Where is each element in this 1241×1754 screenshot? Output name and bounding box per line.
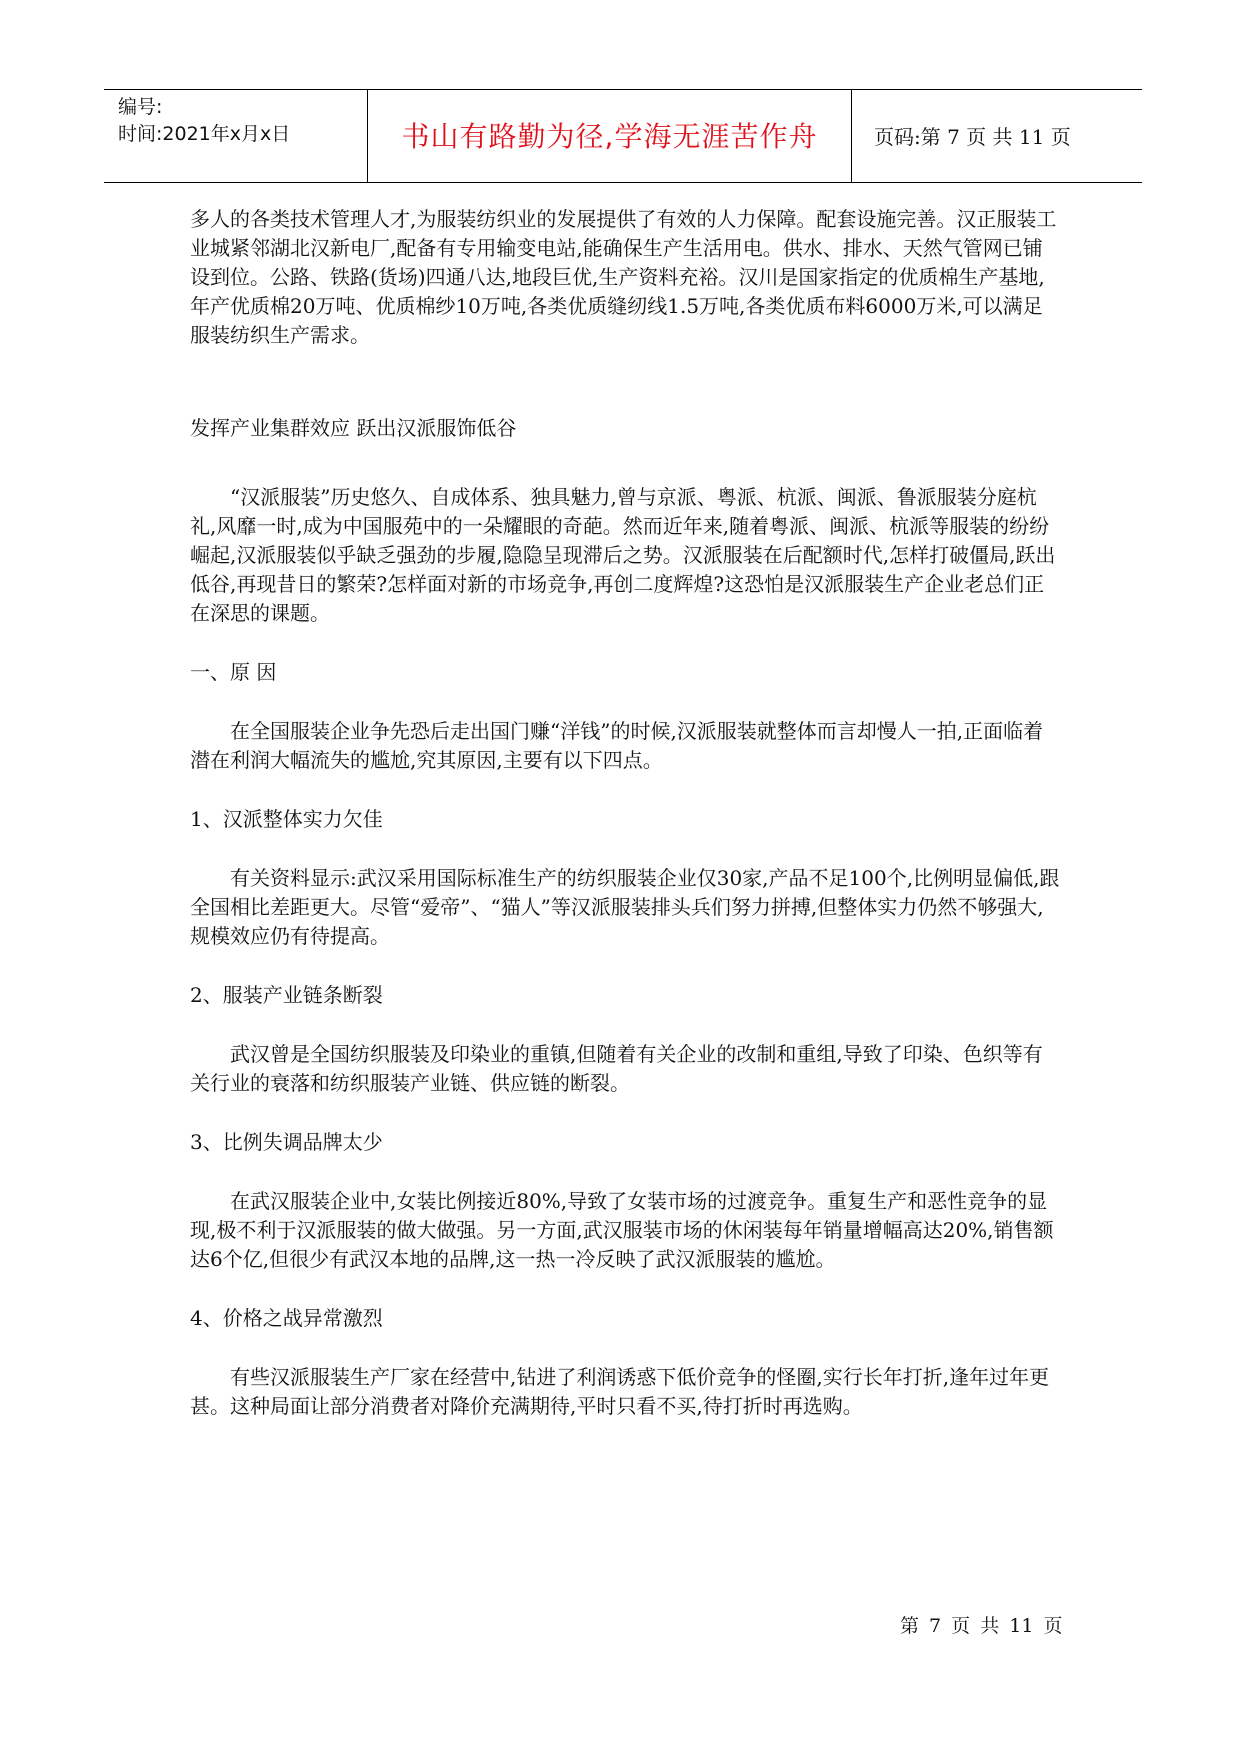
header-meta — [104, 90, 368, 182]
document-number-label: 编号: — [118, 96, 163, 118]
paragraph: 武汉曾是全国纺织服装及印染业的重镇,但随着有关企业的改制和重组,导致了印染、色织等有关行业的衰落和纺织服装产业链、供应链的断裂。 — [190, 1042, 1043, 1095]
paragraph: 在全国服装企业争先恐后走出国门赚“洋钱”的时候,汉派服装就整体而言却慢人一拍,正面临着潜在利润大幅流失的尴尬,究其原因,主要有以下四点。 — [190, 719, 1044, 772]
paragraph: 有些汉派服装生产厂家在经营中,钻进了利润诱惑下低价竞争的怪圈,实行长年打折,逢年过年更甚。这种局面让部分消费者对降价充满期待,平时只看不买,待打折时再选购。 — [190, 1365, 1050, 1418]
page-header — [104, 89, 1142, 183]
subsection-heading: 1、汉派整体实力欠佳 — [190, 807, 383, 831]
subsection-heading: 4、价格之战异常激烈 — [190, 1306, 383, 1330]
section-heading: 一、原 因 — [190, 660, 277, 684]
paragraph: 有关资料显示:武汉采用国际标准生产的纺织服装企业仅30家,产品不足100个,比例明显偏低,跟全国相比差距更大。尽管“爱帝”、“猫人”等汉派服装排头兵们努力拼搏,但整体实力仍然不够强大,规模效应仍有待提高。 — [190, 866, 1060, 948]
paragraph: 在武汉服装企业中,女装比例接近80%,导致了女装市场的过渡竞争。重复生产和恶性竞争的显现,极不利于汉派服装的做大做强。另一方面,武汉服装市场的休闲装每年销量增幅高达20%,销售额达6个亿,但很少有武汉本地的品牌,这一热一冷反映了武汉派服装的尴尬。 — [190, 1189, 1054, 1271]
document-time-label: 时间:2021年x月x日 — [118, 123, 291, 145]
header-page-label: 页码:第 7 页 共 11 页 — [874, 125, 1071, 149]
subsection-heading: 2、服装产业链条断裂 — [190, 983, 383, 1007]
section-heading: 发挥产业集群效应 跃出汉派服饰低谷 — [190, 416, 517, 440]
paragraph-continued: 多人的各类技术管理人才,为服装纺织业的发展提供了有效的人力保障。配套设施完善。汉正服装工业城紧邻湖北汉新电厂,配备有专用输变电站,能确保生产生活用电。供水、排水、天然气管网已铺设到位。公路、铁路(货场)四通八达,地段巨优,生产资料充裕。汉川是国家指定的优质棉生产基地,年产优质棉20万吨、优质棉纱10万吨,各类优质缝纫线1.5万吨,各类优质布料6000万米,可以满足服装纺织生产需求。 — [190, 207, 1057, 347]
subsection-heading: 3、比例失调品牌太少 — [190, 1130, 383, 1154]
page-footer-number: 第 7 页 共 11 页 — [900, 1615, 1063, 1637]
paragraph: “汉派服装”历史悠久、自成体系、独具魅力,曾与京派、粤派、杭派、闽派、鲁派服装分庭杭礼,风靡一时,成为中国服苑中的一朵耀眼的奇葩。然而近年来,随着粤派、闽派、杭派等服装的纷纷崛起,汉派服装似乎缺乏强劲的步履,隐隐呈现滞后之势。汉派服装在后配额时代,怎样打破僵局,跃出低谷,再现昔日的繁荣?怎样面对新的市场竞争,再创二度辉煌?这恐怕是汉派服装生产企业老总们正在深思的课题。 — [190, 485, 1056, 625]
header-motto: 书山有路勤为径,学海无涯苦作舟 — [368, 90, 852, 182]
document-body — [190, 205, 1060, 1421]
